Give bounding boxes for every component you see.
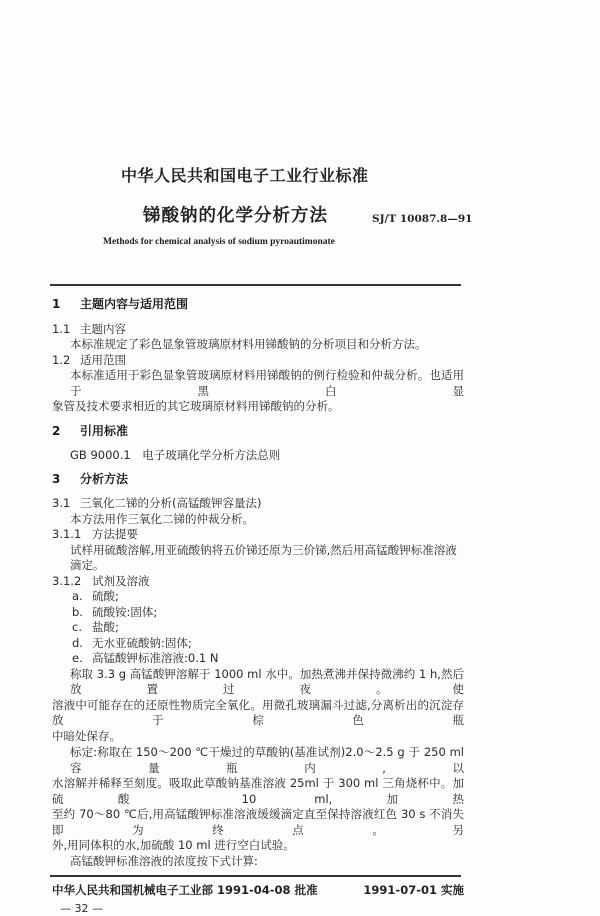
paragraph-line: 水溶解并稀释至刻度。吸取此草酸钠基准溶液 25ml 于 300 ml 三角烧杯中。加硫酸 10 ml,加热 [52, 776, 464, 807]
item-label: a. [72, 589, 92, 605]
header-rule [50, 284, 461, 286]
section-2-heading [52, 424, 464, 440]
paragraph-line: 中暗处保存。 [52, 729, 464, 745]
section-1-1-heading [52, 322, 464, 338]
reagent-item [52, 620, 464, 636]
section-title: 试剂及溶液 [92, 574, 150, 588]
paragraph-line: 标定:称取在 150～200 ℃干燥过的草酸钠(基准试剂)2.0～2.5 g 于 250 ml 容量瓶内,以 [52, 745, 464, 776]
page-number: — 32 — [52, 901, 464, 916]
reagent-item [52, 589, 464, 605]
item-label: b. [72, 605, 92, 621]
section-title: 方法提要 [92, 527, 138, 541]
section-3-1-heading [52, 496, 464, 512]
footer-rule [50, 875, 461, 877]
item-label: c. [72, 620, 92, 636]
section-number: 2 [52, 424, 80, 440]
paragraph-line: 溶液中可能存在的还原性物质完全氧化。用微孔玻璃漏斗过滤,分离析出的沉淀存放于棕色瓶 [52, 698, 464, 729]
paragraph-line: 称取 3.3 g 高锰酸钾溶解于 1000 ml 水中。加热煮沸并保持微沸约 1 h,然后放置过夜。使 [52, 667, 464, 698]
reagent-item [52, 651, 464, 667]
document-title: 锑酸钠的化学分析方法 [143, 202, 328, 227]
section-1-heading [52, 297, 464, 313]
approval-line: 中华人民共和国机械电子工业部 1991-04-08 批准 [52, 883, 318, 899]
english-title: Methods for chemical analysis of sodium pyroautimonate [103, 237, 335, 247]
section-3-heading [52, 472, 464, 488]
section-title: 主题内容 [80, 322, 126, 336]
section-1-1-body: 本标准规定了彩色显象管玻璃原材料用锑酸钠的分析项目和分析方法。 [52, 337, 464, 353]
reference-standard: GB 9000.1 电子玻璃化学分析方法总则 [52, 448, 464, 464]
item-label: e. [72, 651, 92, 667]
section-title: 三氧化二锑的分析(高锰酸钾容量法) [80, 496, 261, 510]
section-number: 3.1.2 [52, 574, 92, 590]
section-1-2-heading [52, 353, 464, 369]
document-body [52, 290, 464, 916]
paragraph-line: 外,用同体积的水,加硫酸 10 ml 进行空白试验。 [52, 838, 464, 854]
section-3-1-2-heading [52, 574, 464, 590]
section-1-2-body-line: 象管及技术要求相近的其它玻璃原材料用锑酸钠的分析。 [52, 399, 464, 415]
section-title: 适用范围 [80, 353, 126, 367]
section-number: 3.1 [52, 496, 80, 512]
effective-date: 1991-07-01 实施 [363, 883, 464, 899]
section-title: 分析方法 [80, 472, 128, 486]
section-title: 引用标准 [80, 424, 128, 438]
section-number: 1.1 [52, 322, 80, 338]
item-text: 无水亚硫酸钠:固体; [92, 636, 192, 650]
paragraph-line: 至约 70～80 ℃后,用高锰酸钾标准溶液缓缓滴定直至保持溶液红色 30 s 不消失即为终点。另 [52, 807, 464, 838]
item-text: 硫酸; [92, 589, 119, 603]
document-code: SJ/T 10087.8—91 [372, 213, 472, 225]
section-number: 1.2 [52, 353, 80, 369]
item-text: 高锰酸钾标准溶液:0.1 N [92, 651, 218, 665]
org-title: 中华人民共和国电子工业行业标准 [121, 163, 369, 186]
item-text: 硫酸铵:固体; [92, 605, 157, 619]
item-text: 盐酸; [92, 620, 119, 634]
section-1-2-body-line: 本标准适用于彩色显象管玻璃原材料用锑酸钠的例行检验和仲裁分析。也适用于黑白显 [52, 368, 464, 399]
section-3-1-body: 本方法用作三氧化二锑的仲裁分析。 [52, 512, 464, 528]
section-number: 3.1.1 [52, 527, 92, 543]
footer-row [52, 883, 464, 899]
reagent-item [52, 636, 464, 652]
section-number: 1 [52, 297, 80, 313]
section-3-1-1-heading [52, 527, 464, 543]
section-3-1-1-body: 试样用硫酸溶解,用亚硫酸钠将五价锑还原为三价锑,然后用高锰酸钾标准溶液滴定。 [52, 543, 464, 574]
section-number: 3 [52, 472, 80, 488]
item-label: d. [72, 636, 92, 652]
reagent-item [52, 605, 464, 621]
section-title: 主题内容与适用范围 [80, 297, 188, 311]
paragraph-line: 高锰酸钾标准溶液的浓度按下式计算: [52, 854, 464, 870]
